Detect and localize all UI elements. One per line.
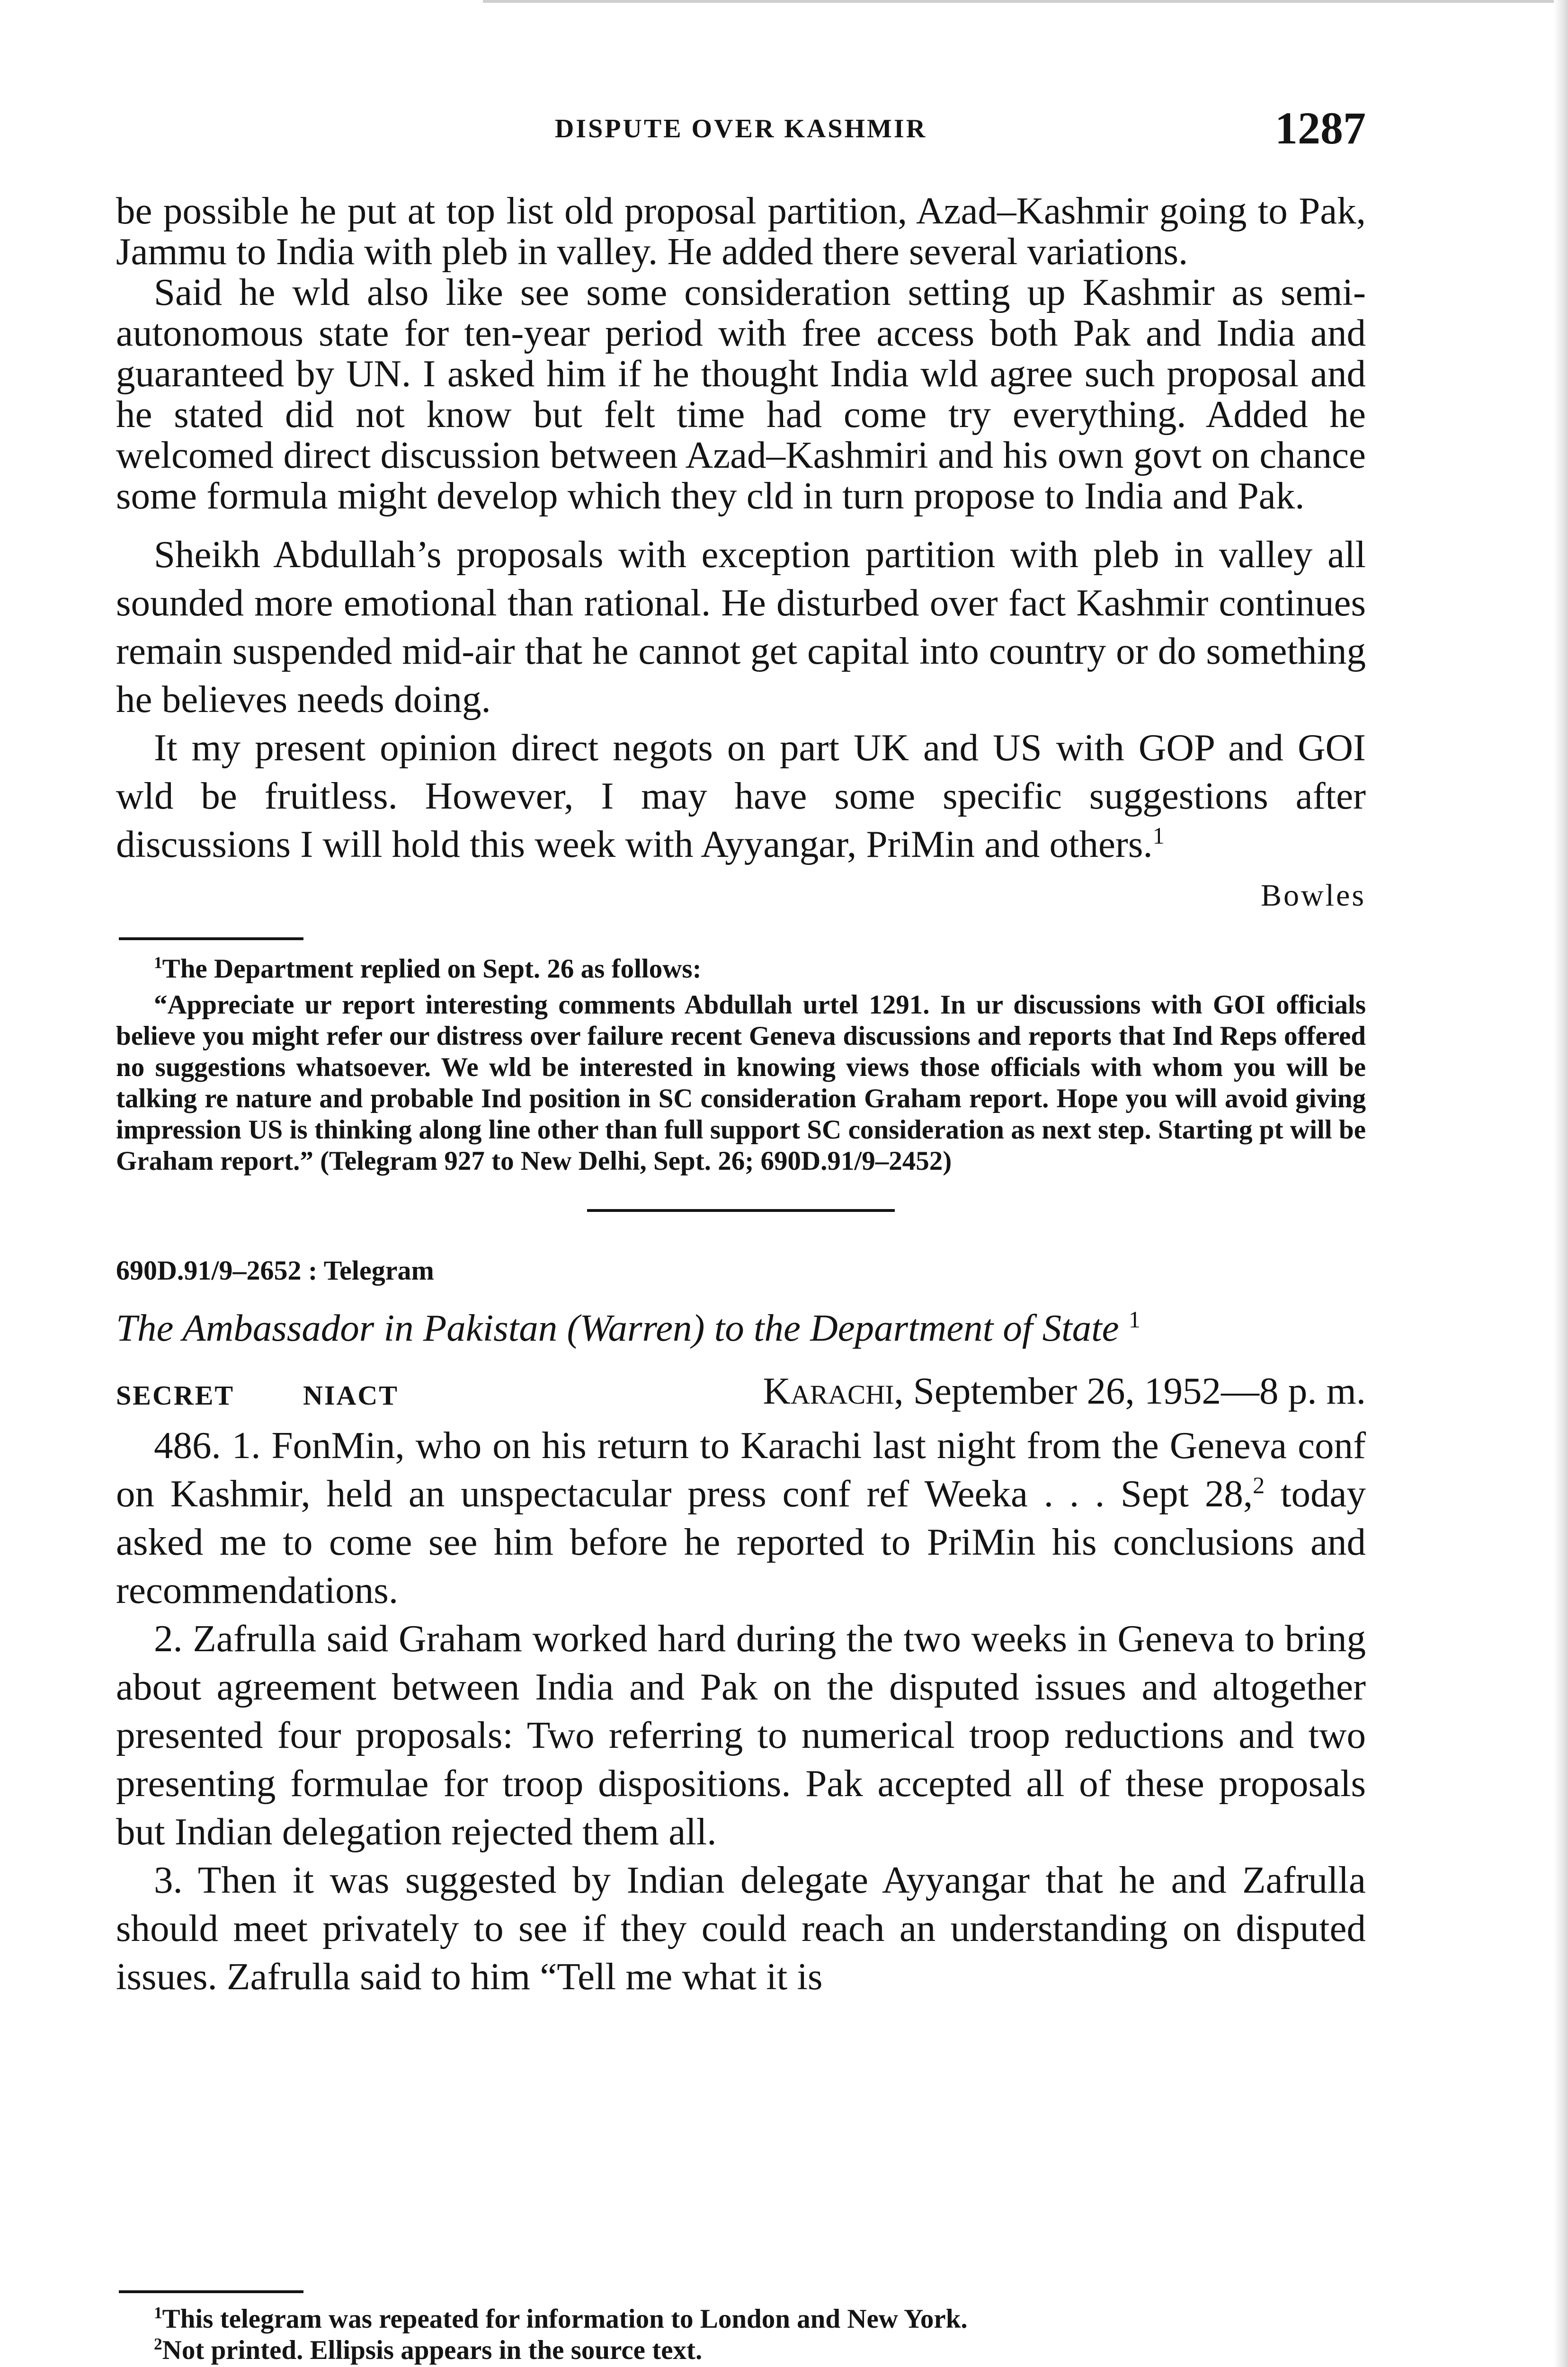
footnote-line — [116, 2335, 1366, 2366]
paragraph: Sheikh Abdullah’s proposals with exception partition with pleb in valley all sounded more emotional than rational. He disturbed over fact Kashmir continues remain suspended mid-air that he cannot get capital into country or do something he believes needs doing. — [116, 533, 1366, 721]
running-title: DISPUTE OVER KASHMIR — [554, 114, 927, 143]
signature: Bowles — [1261, 878, 1366, 913]
dateline-place: Karachi, — [763, 1370, 904, 1412]
document-title — [116, 1306, 1366, 1350]
footnote-marker: 1 — [154, 953, 162, 972]
report-continuation — [116, 190, 1366, 516]
page-number: 1287 — [1275, 103, 1366, 153]
paragraph: 3. Then it was suggested by Indian delegate Ayyangar that he and Zafrulla should meet privately to see if they could reach an understanding on disputed issues. Zafrulla said to him “Tell me what it is — [116, 1859, 1366, 1998]
dateline-place-date — [763, 1369, 1366, 1413]
document-title-text: The Ambassador in Pakistan (Warren) to the Department of State — [116, 1307, 1119, 1349]
dateline-date: September 26, 1952—8 p. m. — [913, 1370, 1366, 1412]
classification: SECRET — [116, 1380, 235, 1411]
paragraph — [116, 723, 1366, 868]
telegram-body — [116, 1421, 1366, 2001]
report-conclusion — [116, 530, 1366, 868]
footnote-quote: “Appreciate ur report interesting comments Abdullah urtel 1291. In ur discussions with GOI officials believe you might refer our distress over failure recent Geneva discussions and reports that Ind Reps offered no suggestions whatsoever. We wld be interested in knowing views those officials with whom you will be talking re nature and probable Ind position in SC consideration Graham report. Hope you will avoid giving impression US is thinking along line other than full support SC consideration as next step. Starting pt will be Graham report.” (Telegram 927 to New Delhi, Sept. 26; 690D.91/9–2452) — [116, 990, 1366, 1176]
footnote-line — [116, 953, 1366, 985]
paragraph-text: It my present opinion direct negots on part UK and US with GOP and GOI wld be fruitless. However, I may have some specific suggestions after discussions I will hold this week with Ayyangar, PriMin and others. — [116, 726, 1366, 865]
footnote-text: Not printed. Ellipsis appears in the source text. — [162, 2335, 703, 2365]
footnote-text: The Department replied on Sept. 26 as follows: — [162, 954, 702, 984]
footnote-text: This telegram was repeated for information to London and New York. — [162, 2304, 968, 2334]
dateline — [116, 1369, 1366, 1412]
footnote-line — [116, 2304, 1366, 2335]
footnote — [116, 953, 1366, 1177]
footnote-marker: 1 — [154, 2304, 162, 2322]
paragraph: Said he wld also like see some consideration setting up Kashmir as semi-autonomous state for ten-year period with free access both Pak and India and guaranteed by UN. I asked him if he thought India wld agree such proposal and he stated did not know but felt time had come try everything. Added he welcomed direct discussion between Azad–Kashmiri and his own govt on chance some formula might develop which they cld in turn propose to India and Pak. — [116, 271, 1366, 517]
main-column — [116, 190, 1366, 2001]
document-file-id: 690D.91/9–2652 : Telegram — [116, 1255, 434, 1286]
footnote-rule — [119, 2290, 303, 2293]
footnote-marker: 2 — [1253, 1472, 1265, 1498]
section-divider — [587, 1209, 895, 1212]
precedence-indicator: NIACT — [303, 1380, 399, 1411]
paragraph — [116, 1421, 1366, 1614]
footnote-list — [116, 2304, 1366, 2366]
footnote-marker: 2 — [154, 2335, 162, 2353]
paragraph-text: 486. 1. FonMin, who on his return to Karachi last night from the Geneva conf on Kashmir, held an unspectacular press conf ref Weeka . . . Sept 28, — [116, 1424, 1366, 1515]
paragraph: be possible he put at top list old proposal partition, Azad–Kashmir going to Pak, Jammu to India with pleb in valley. He added there several variations. — [116, 189, 1366, 273]
footnote-marker: 1 — [1152, 822, 1165, 849]
page-binding-edge — [1554, 0, 1568, 2367]
running-head — [116, 102, 1366, 159]
page-top-edge — [483, 0, 1568, 3]
paragraph-text: today asked me to come see him before he reported to PriMin his conclusions and recommendations. — [116, 1472, 1366, 1611]
footnote-marker: 1 — [1128, 1306, 1140, 1333]
footnote-rule — [119, 937, 303, 940]
page-footnotes — [116, 2290, 1366, 2366]
paragraph: 2. Zafrulla said Graham worked hard during the two weeks in Geneva to bring about agreement between India and Pak on the disputed issues and altogether presented four proposals: Two referring to numerical troop reductions and two presenting formulae for troop dispositions. Pak accepted all of these proposals but Indian delegation rejected them all. — [116, 1617, 1366, 1853]
